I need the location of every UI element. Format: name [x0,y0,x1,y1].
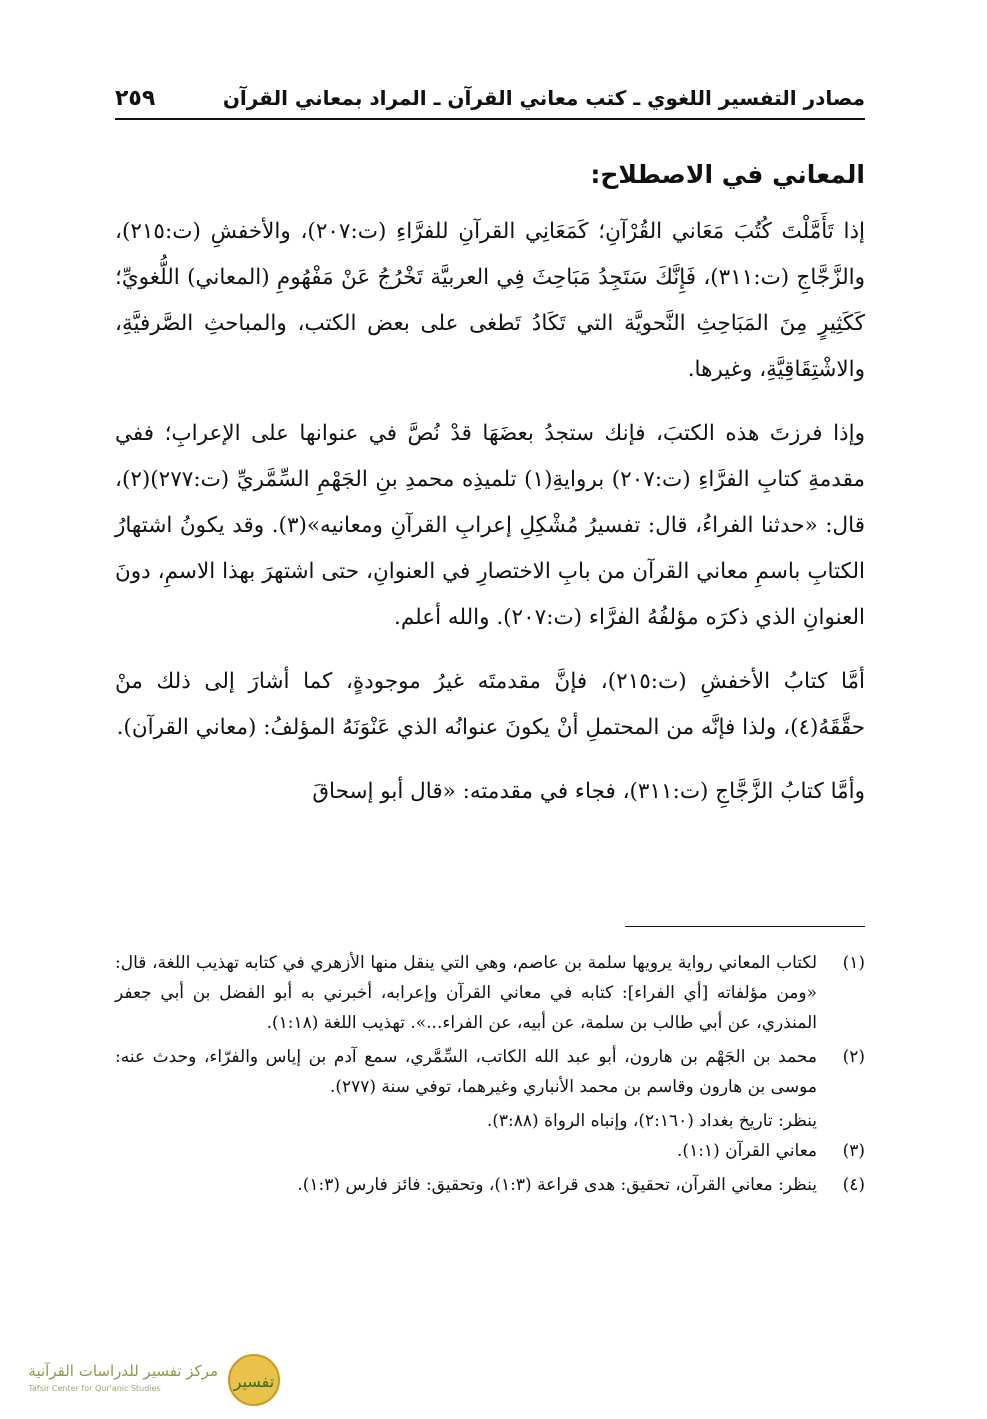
paragraph-1: إذا تَأَمَّلْتَ كُتُبَ مَعَاني القُرْآنِ؛ كَمَعَانِي القرآنِ للفرَّاءِ (ت:٢٠٧)، والأخفشِ (ت:٢١٥)، والزَّجَّاجِ (ت:٣١١)، فَإِنَّكَ سَتَجِدُ مَبَاحِثَ فِي العربيَّة تَخْرُجُ عَنْ مَفْهُومِ (المعاني) اللُّغويِّ؛ كَكَثِيرٍ مِنَ المَبَاحِثِ النَّحويَّة التي تَكَادُ تَطغى على بعض الكتب، والمباحثِ الصَّرفيَّةِ، والاشْتِقَاقِيَّةِ، وغيرها. [115,219,865,382]
footnote-number: (٣) [842,1141,865,1161]
logo-text-english: Tafsir Center for Qur'anic Studies [28,1384,161,1393]
footnote-2 [115,1042,865,1102]
footnotes [115,948,865,1204]
logo-word: تفسير [233,1372,275,1391]
footnote-text: محمد بن الجَهْم بن هارون، أبو عبد الله الكاتب، السِّمَّري، سمع آدم بن إياس والفرّاء، وحدث عنه: موسى بن هارون وقاسم بن محمد الأنباري وغيرهما، توفي سنة (٢٧٧). [115,1047,817,1097]
page-header [115,78,865,120]
tafsir-center-logo [14,1352,284,1408]
footnote-separator [625,926,865,927]
paragraph-4: وأمَّا كتابُ الزَّجَّاجِ (ت:٣١١)، فجاء في مقدمته: «قال أبو إسحاقَ [312,779,865,804]
footnote-number: (١) [842,953,865,973]
footnote-2-reference: ينظر: تاريخ بغداد (٢:١٦٠)، وإنباه الرواة (٣:٨٨). [486,1111,817,1131]
logo-text-arabic: مركز تفسير للدراسات القرآنية [28,1362,218,1380]
footnote-text: معاني القرآن (١:١). [677,1141,817,1161]
footnote-number: (٤) [842,1175,865,1195]
footnote-text: لكتاب المعاني رواية يرويها سلمة بن عاصم، وهي التي ينقل منها الأزهري في كتابه تهذيب اللغة، قال: «ومن مؤلفاته [أي الفراء]: كتابه في معاني القرآن وإعرابه، أخبرني به أبو الفضل بن أبي جعفر المنذري، عن أبي طالب بن سلمة، عن أبيه، عن الفراء...». تهذيب اللغة (١:١٨). [115,953,817,1033]
running-title: مصادر التفسير اللغوي ـ كتب معاني القرآن ـ المراد بمعاني القرآن [222,86,865,110]
main-text [115,150,865,833]
footnote-number: (٢) [842,1047,865,1067]
footnote-3 [115,1136,865,1166]
logo-caption [28,1362,224,1398]
tafsir-logo-icon [224,1352,284,1408]
footnote-4 [115,1170,865,1200]
section-heading: المعاني في الاصطلاح: [590,160,865,189]
footnote-text: ينظر: معاني القرآن، تحقيق: هدى قراعة (١:٣)، وتحقيق: فائز فارس (١:٣). [297,1175,817,1195]
paragraph-3: أمَّا كتابُ الأخفشِ (ت:٢١٥)، فإنَّ مقدمتَه غيرُ موجودةٍ، كما أشارَ إلى ذلك منْ حقَّقَهُ(٤)، ولذا فإنَّه من المحتملِ أنْ يكونَ عنوانُه الذي عَنْوَنَهُ المؤلفُ: (معاني القرآن). [115,669,865,740]
paragraph-2: وإذا فرزتَ هذه الكتبَ، فإنك ستجدُ بعضَهَا قدْ نُصَّ في عنوانها على الإعرابِ؛ ففي مقدمةِ كتابِ الفرَّاءِ (ت:٢٠٧) بروايةِ(١) تلميذِه محمدِ بنِ الجَهْمِ السِّمَّريِّ (ت:٢٧٧)(٢)، قال: «حدثنا الفراءُ، قال: تفسيرُ مُشْكِلِ إعرابِ القرآنِ ومعانيه»(٣). وقد يكونُ اشتهارُ الكتابِ باسمِ معاني القرآن من بابِ الاختصارِ في العنوانِ، حتى اشتهرَ بهذا الاسمِ، دونَ العنوانِ الذي ذكرَه مؤلفُهُ الفرَّاء (ت:٢٠٧). والله أعلم. [115,421,865,630]
page-number: ٢٥٩ [115,85,156,111]
footnote-1 [115,948,865,1038]
